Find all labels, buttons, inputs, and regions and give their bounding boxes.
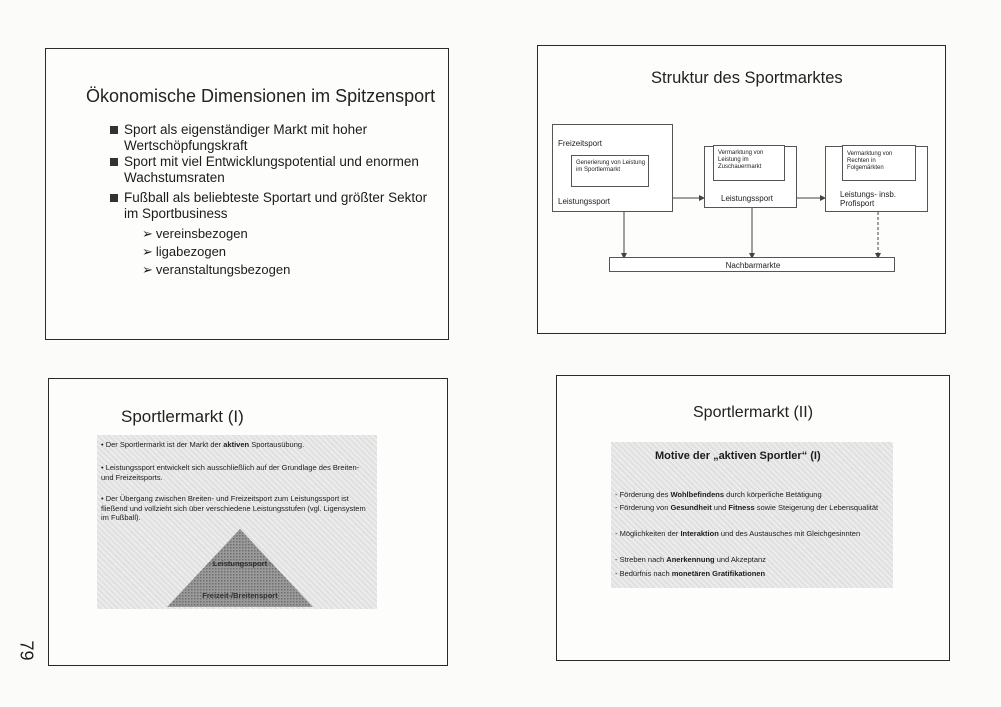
paragraph: • Leistungssport entwickelt sich ausschließlich auf der Grundlage des Breiten- und Freizeitsports. [101,463,360,482]
pyramid-label-top: Leistungssport [212,559,268,568]
square-bullet-icon [110,194,118,202]
page-number: 79 [16,640,37,661]
box-leistungssport-zuschauer: Vermarktung von Leistung im Zuschauermarkt Leistungssport [704,146,797,208]
slide-sportlermarkt-2 [556,375,950,661]
arrow-bullet-icon: ➢ [142,262,153,277]
slide-title: Sportlermarkt (II) [693,404,814,421]
content-panel [611,442,893,588]
bullet-item: Fußball als beliebteste Sportart und größter Sektor im Sportbusiness [124,190,434,222]
box-vermarktung-rechte: Vermarktung von Rechten in Folgemärkten [842,145,916,181]
paragraph: • Der Sportlermarkt ist der Markt der aktiven Sportausübung. [101,440,305,449]
slide-title: Ökonomische Dimensionen im Spitzensport [86,86,436,106]
sub-bullet-item: ➢ vereinsbezogen [142,226,248,241]
arrow-bullet-icon: ➢ [142,244,153,259]
motive-item: - Förderung des Wohlbefindens durch körperliche Betätigung [615,490,822,499]
pyramid-label-bottom: Freizeit-/Breitensport [202,591,278,600]
sub-bullet-item: ➢ veranstaltungsbezogen [142,262,291,277]
bullet-item: Sport als eigenständiger Markt mit hoher Wertschöpfungskraft [124,122,434,154]
box-vermarktung-leistung: Vermarktung von Leistung im Zuschauermarkt [713,145,785,181]
paragraph: • Der Übergang zwischen Breiten- und Freizeitsport zum Leistungssport ist fließend und vollzieht sich über verschiedene Leistungsstufen (vgl. Ligensystem im Fußball). [101,494,366,522]
motive-item: - Streben nach Anerkennung und Akzeptanz [615,555,766,564]
sub-bullet-item: ➢ ligabezogen [142,244,227,259]
box-freizeitsport: Freizeitsport Generierung von Leistung im Sportlermarkt Leistungssport [552,124,673,212]
motive-heading: Motive der „aktiven Sportler“ (I) [655,450,821,462]
slide-sportlermarkt-1 [48,378,448,666]
square-bullet-icon [110,126,118,134]
slide-title: Sportlermarkt (I) [121,407,244,426]
box-profisport: Vermarktung von Rechten in Folgemärkten Leistungs- insb. Profisport [825,146,928,212]
bullet-item: Sport mit viel Entwicklungspotential und enormen Wachstumsraten [124,154,434,186]
slide-struktur-sportmarkt [537,45,946,334]
slide-oekonomische-dimensionen [45,48,449,340]
square-bullet-icon [110,158,118,166]
box-nachbarmarkte: Nachbarmarkte [609,257,895,272]
arrow-bullet-icon: ➢ [142,226,153,241]
motive-item: - Förderung von Gesundheit und Fitness sowie Steigerung der Lebensqualität [615,503,879,512]
box-generierung: Generierung von Leistung im Sportlermarkt [571,155,649,187]
motive-item: - Bedürfnis nach monetären Gratifikationen [615,569,766,578]
motive-item: - Möglichkeiten der Interaktion und des Austausches mit Gleichgesinnten [615,529,861,538]
slide-title: Struktur des Sportmarktes [651,69,843,87]
